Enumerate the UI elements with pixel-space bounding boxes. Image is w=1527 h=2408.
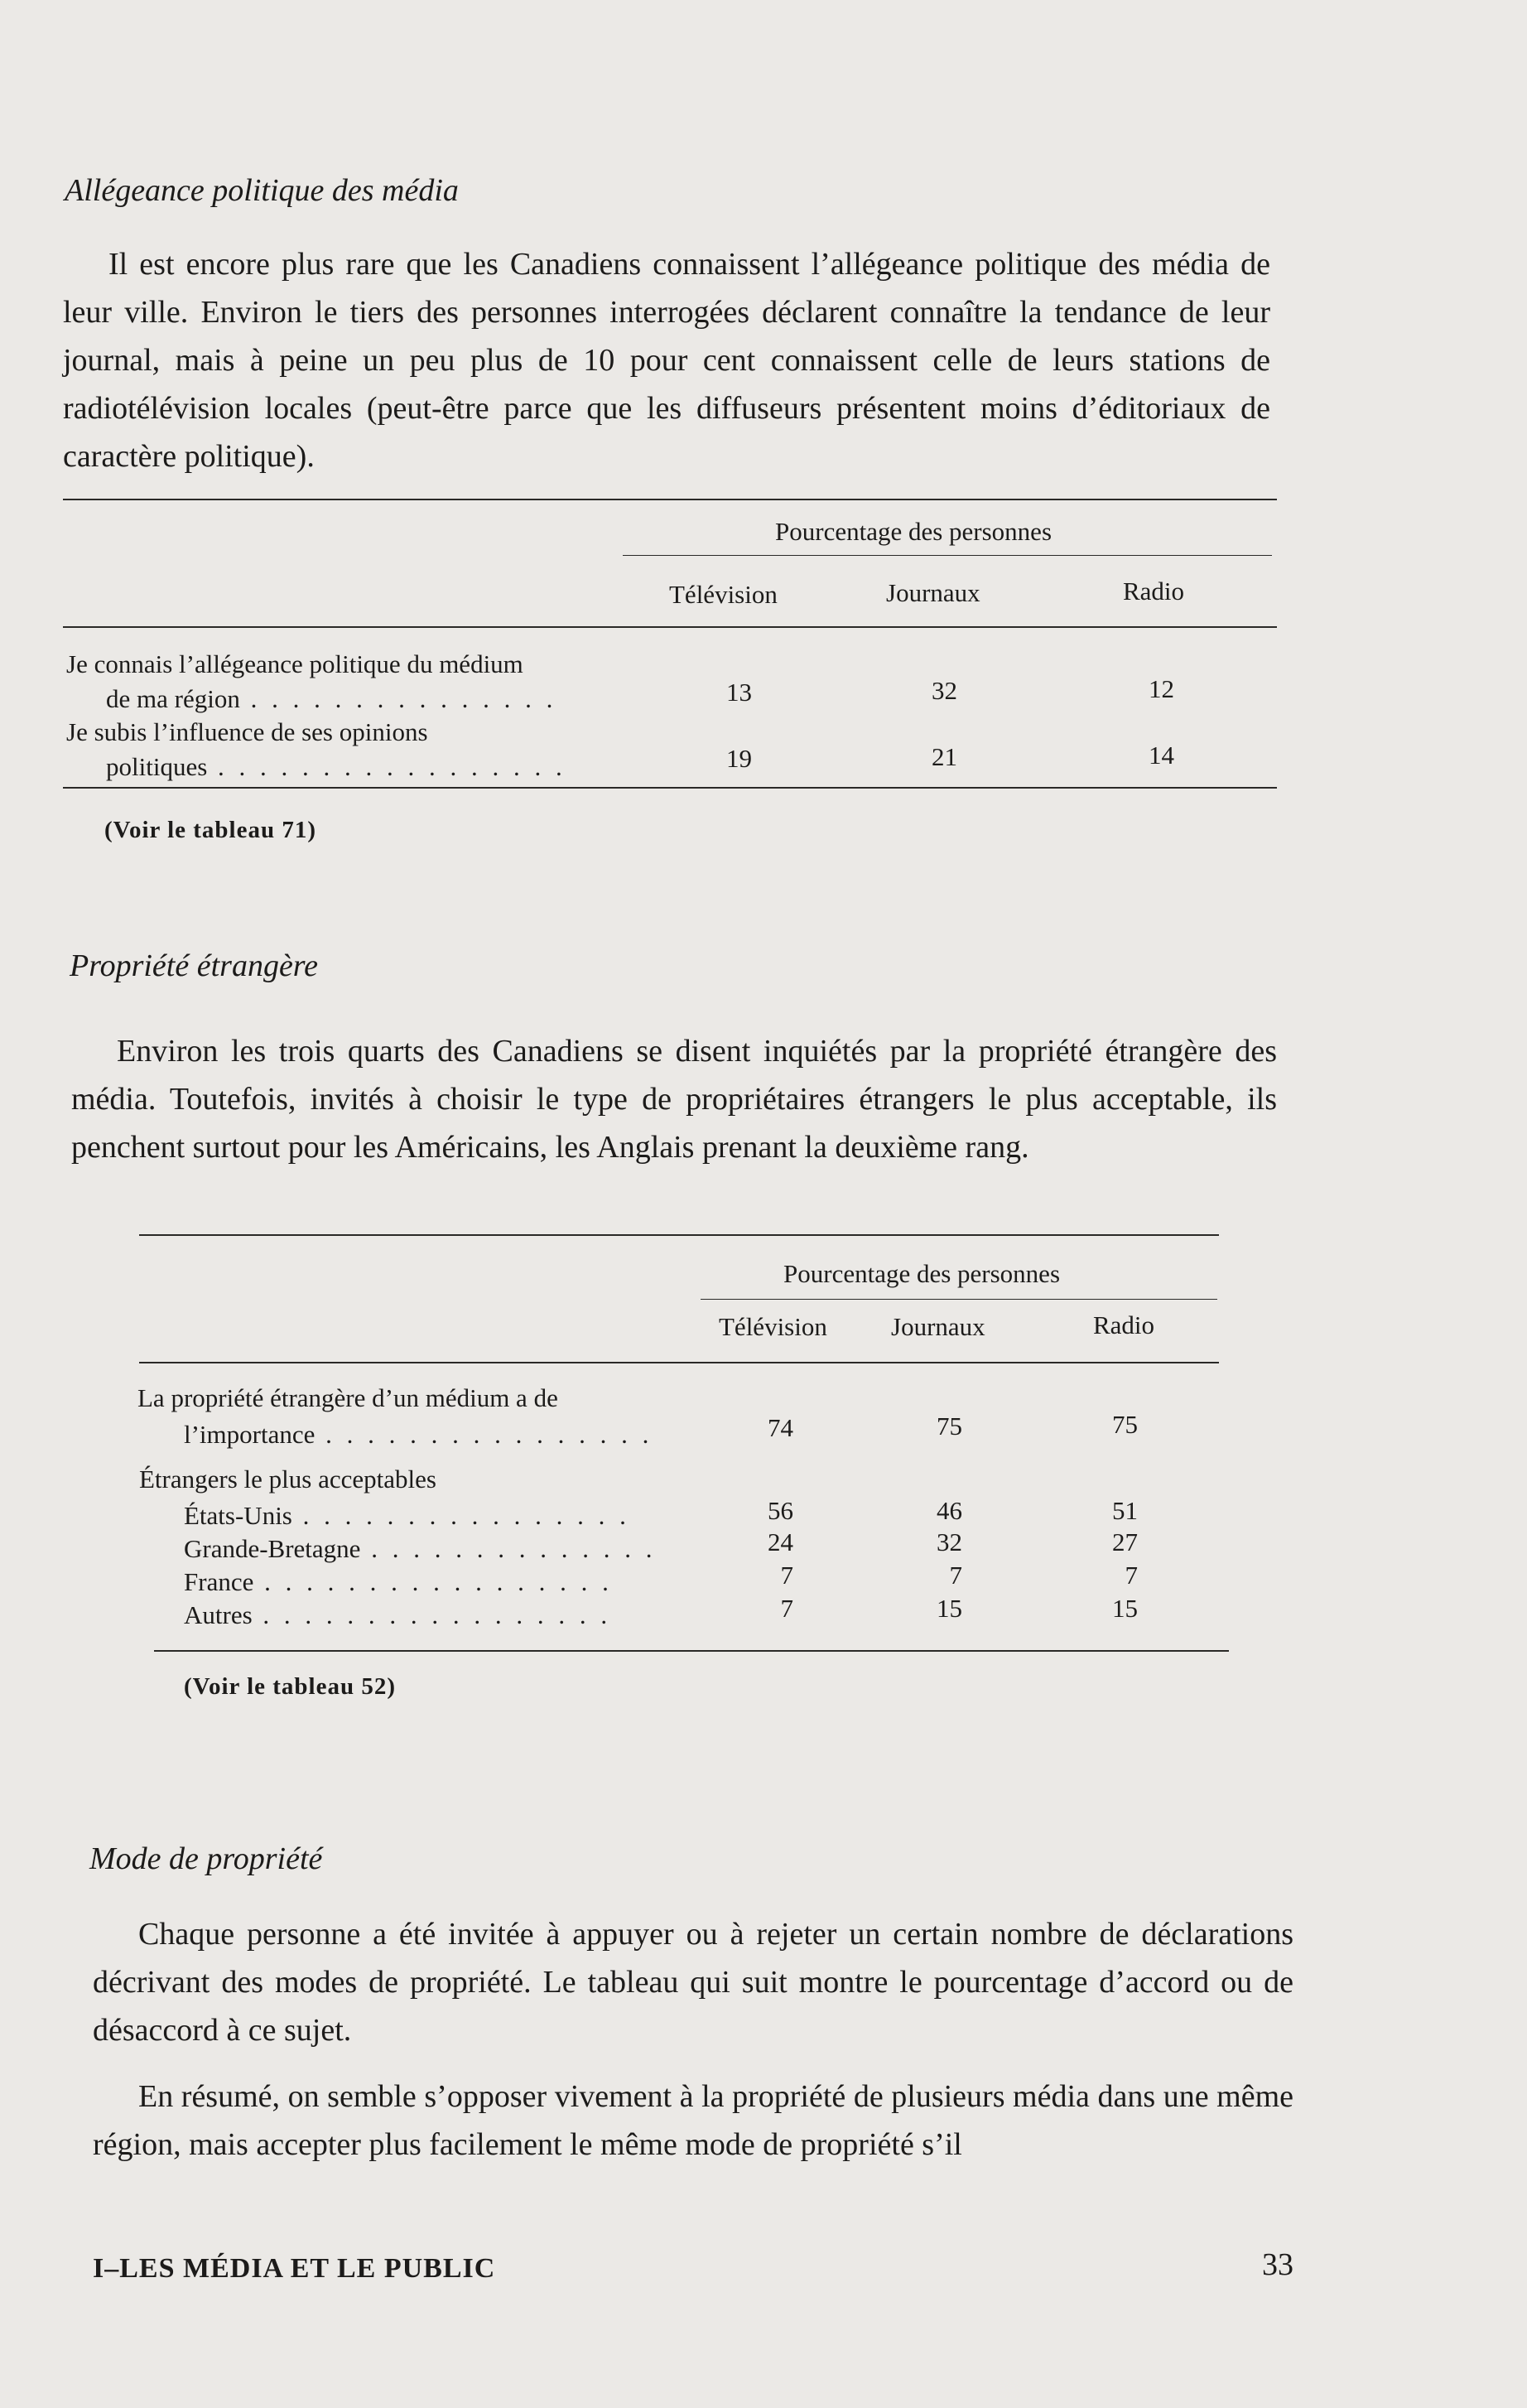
paragraph-allegeance: Il est encore plus rare que les Canadiens connaissent l’allégeance politique des média de leur ville. Environ le tiers des personnes interrogées déclarent connaître la tendance de leur journal, mais à peine un peu plus de 10 pour cent connaissent celle de leurs stations de radiotélévision locales (peut-être parce que les diffuseurs présentent moins d’éditoriaux de caractère politique). (63, 247, 1270, 474)
cell-value: 7 (1125, 1561, 1138, 1590)
cell-value: 15 (1112, 1594, 1138, 1623)
cell-value: 21 (932, 742, 957, 771)
row-label-cont: politiques . . . . . . . . . . . . . . . . . (106, 752, 566, 781)
page-number: 33 (1262, 2247, 1293, 2282)
row-label: Je subis l’influence de ses opinions (66, 717, 428, 746)
running-footer: I–LES MÉDIA ET LE PUBLIC (93, 2253, 496, 2284)
column-header-television: Télévision (719, 1312, 827, 1341)
table-group-header: Pourcentage des personnes (783, 1259, 1061, 1288)
row-label: Je connais l’allégeance politique du médium (66, 649, 523, 678)
cell-value: 74 (768, 1413, 793, 1442)
paragraph-propriete-etrangere: Environ les trois quarts des Canadiens se disent inquiétés par la propriété étrangère des média. Toutefois, invités à choisir le type de propriétaires étrangers le plus acceptable, ils penchent surtout pour les Américains, les Anglais prenant la deuxième rang. (71, 1034, 1277, 1165)
section-heading-mode-de-propriete: Mode de propriété (89, 1841, 323, 1876)
cell-value: 75 (1112, 1410, 1138, 1439)
cell-value: 56 (768, 1496, 793, 1525)
section-heading-propriete-etrangere: Propriété étrangère (70, 948, 319, 983)
column-header-radio: Radio (1123, 577, 1185, 606)
paragraph-mode-de-propriete-2: En résumé, on semble s’opposer vivement à la propriété de plusieurs média dans une même région, mais accepter plus facilement le même mode de propriété s’il (93, 2079, 1293, 2162)
column-header-television: Télévision (669, 580, 778, 609)
table-header-rule (63, 626, 1277, 628)
row-label: La propriété étrangère d’un médium a de (137, 1383, 558, 1412)
table-group-header: Pourcentage des personnes (775, 517, 1053, 546)
cell-value: 7 (780, 1594, 793, 1623)
paragraph-mode-de-propriete-1: Chaque personne a été invitée à appuyer ou à rejeter un certain nombre de déclarations décrivant des modes de propriété. Le tableau qui suit montre le pourcentage d’accord ou de désaccord à ce sujet. (93, 1917, 1293, 2048)
cell-value: 46 (937, 1496, 962, 1525)
table-top-rule (139, 1234, 1219, 1236)
cell-value: 7 (780, 1561, 793, 1590)
section-heading-allegeance: Allégeance politique des média (65, 173, 459, 208)
cell-value: 13 (726, 678, 752, 707)
row-label: États-Unis . . . . . . . . . . . . . . . . (184, 1501, 630, 1530)
column-header-radio: Radio (1093, 1310, 1155, 1339)
table-top-rule (63, 499, 1277, 500)
cell-value: 19 (726, 744, 752, 773)
cell-value: 12 (1149, 674, 1174, 703)
row-label-cont: de ma région . . . . . . . . . . . . . . . (106, 684, 557, 713)
cell-value: 15 (937, 1594, 962, 1623)
table-bottom-rule (154, 1650, 1229, 1652)
row-label: Autres . . . . . . . . . . . . . . . . . (184, 1600, 612, 1629)
row-label: Grande-Bretagne . . . . . . . . . . . . . . (184, 1534, 657, 1563)
cell-value: 51 (1112, 1496, 1138, 1525)
cell-value: 24 (768, 1527, 793, 1556)
column-header-journaux: Journaux (886, 578, 980, 607)
cell-value: 27 (1112, 1527, 1138, 1556)
cell-value: 7 (949, 1561, 962, 1590)
table-note: (Voir le tableau 52) (184, 1673, 397, 1700)
table-header-rule (139, 1362, 1219, 1363)
row-label-cont: l’importance . . . . . . . . . . . . . . . . (184, 1420, 653, 1449)
table-subheading: Étrangers le plus acceptables (139, 1465, 436, 1494)
table-bottom-rule (63, 787, 1277, 789)
cell-value: 75 (937, 1412, 962, 1440)
row-label: France . . . . . . . . . . . . . . . . . (184, 1567, 613, 1596)
table-group-rule (623, 555, 1272, 556)
cell-value: 14 (1149, 741, 1174, 770)
table-note: (Voir le tableau 71) (104, 817, 317, 843)
cell-value: 32 (932, 676, 957, 705)
table-group-rule (701, 1299, 1217, 1300)
cell-value: 32 (937, 1527, 962, 1556)
column-header-journaux: Journaux (891, 1312, 985, 1341)
